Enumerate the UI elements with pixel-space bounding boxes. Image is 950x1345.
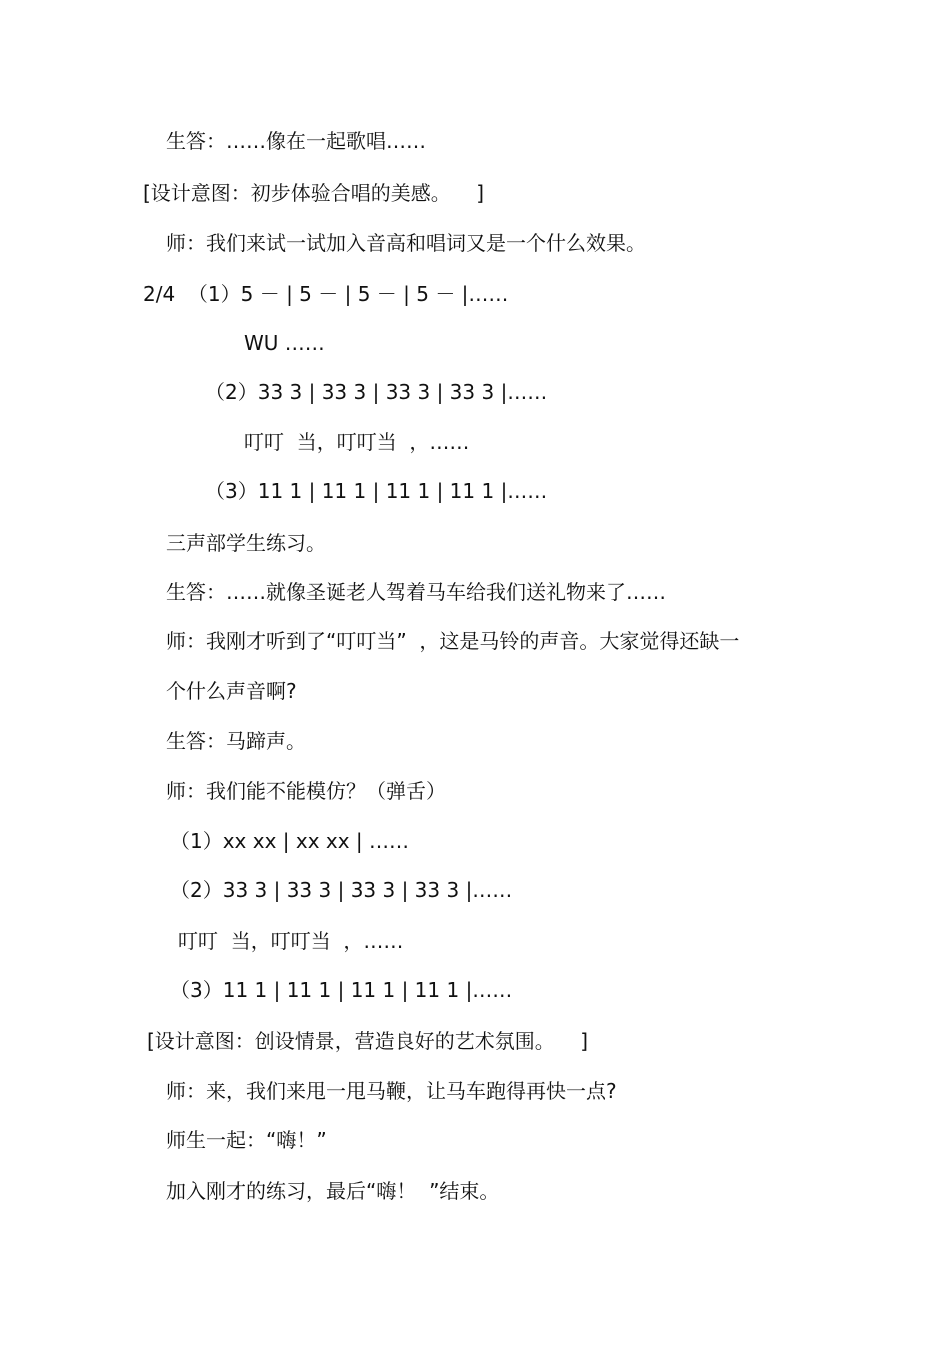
notation-line: （3）11 1 | 11 1 | 11 1 | 11 1 |…… [170,978,513,1002]
notation-line: （3）11 1 | 11 1 | 11 1 | 11 1 |…… [205,479,548,503]
notation-line: （1）xx xx | xx xx | …… [170,829,410,853]
text-line: 三声部学生练习。 [166,531,326,555]
notation-line: 2/4 （1）5 － | 5 － | 5 － | 5 － |…… [143,282,509,306]
notation-line: （2）33 3 | 33 3 | 33 3 | 33 3 |…… [170,878,513,902]
design-intent-note: [设计意图：初步体验合唱的美感。 ] [143,181,485,205]
text-line: 加入刚才的练习，最后“嗨！ ”结束。 [166,1179,500,1203]
lyric-line: 叮叮 当，叮叮当 ，…… [178,929,404,953]
text-line: 个什么声音啊? [166,679,297,703]
text-line: 生答：马蹄声。 [166,729,306,753]
text-line: 师：我刚才听到了“叮叮当” ，这是马铃的声音。大家觉得还缺一 [166,629,740,653]
text-line: 师：我们能不能模仿？（弹舌） [166,779,446,803]
design-intent-note: [设计意图：创设情景，营造良好的艺术氛围。 ] [147,1029,589,1053]
notation-line: （2）33 3 | 33 3 | 33 3 | 33 3 |…… [205,380,548,404]
text-line: 生答：……就像圣诞老人驾着马车给我们送礼物来了…… [166,580,666,604]
text-line: 师：我们来试一试加入音高和唱词又是一个什么效果。 [166,231,646,255]
text-line: 师生一起：“嗨！” [166,1128,327,1152]
lyric-line: 叮叮 当，叮叮当 ，…… [244,430,470,454]
text-line: 生答：……像在一起歌唱…… [166,129,426,153]
text-line: 师：来，我们来甩一甩马鞭，让马车跑得再快一点? [166,1079,617,1103]
lyric-line: WU …… [244,331,325,355]
